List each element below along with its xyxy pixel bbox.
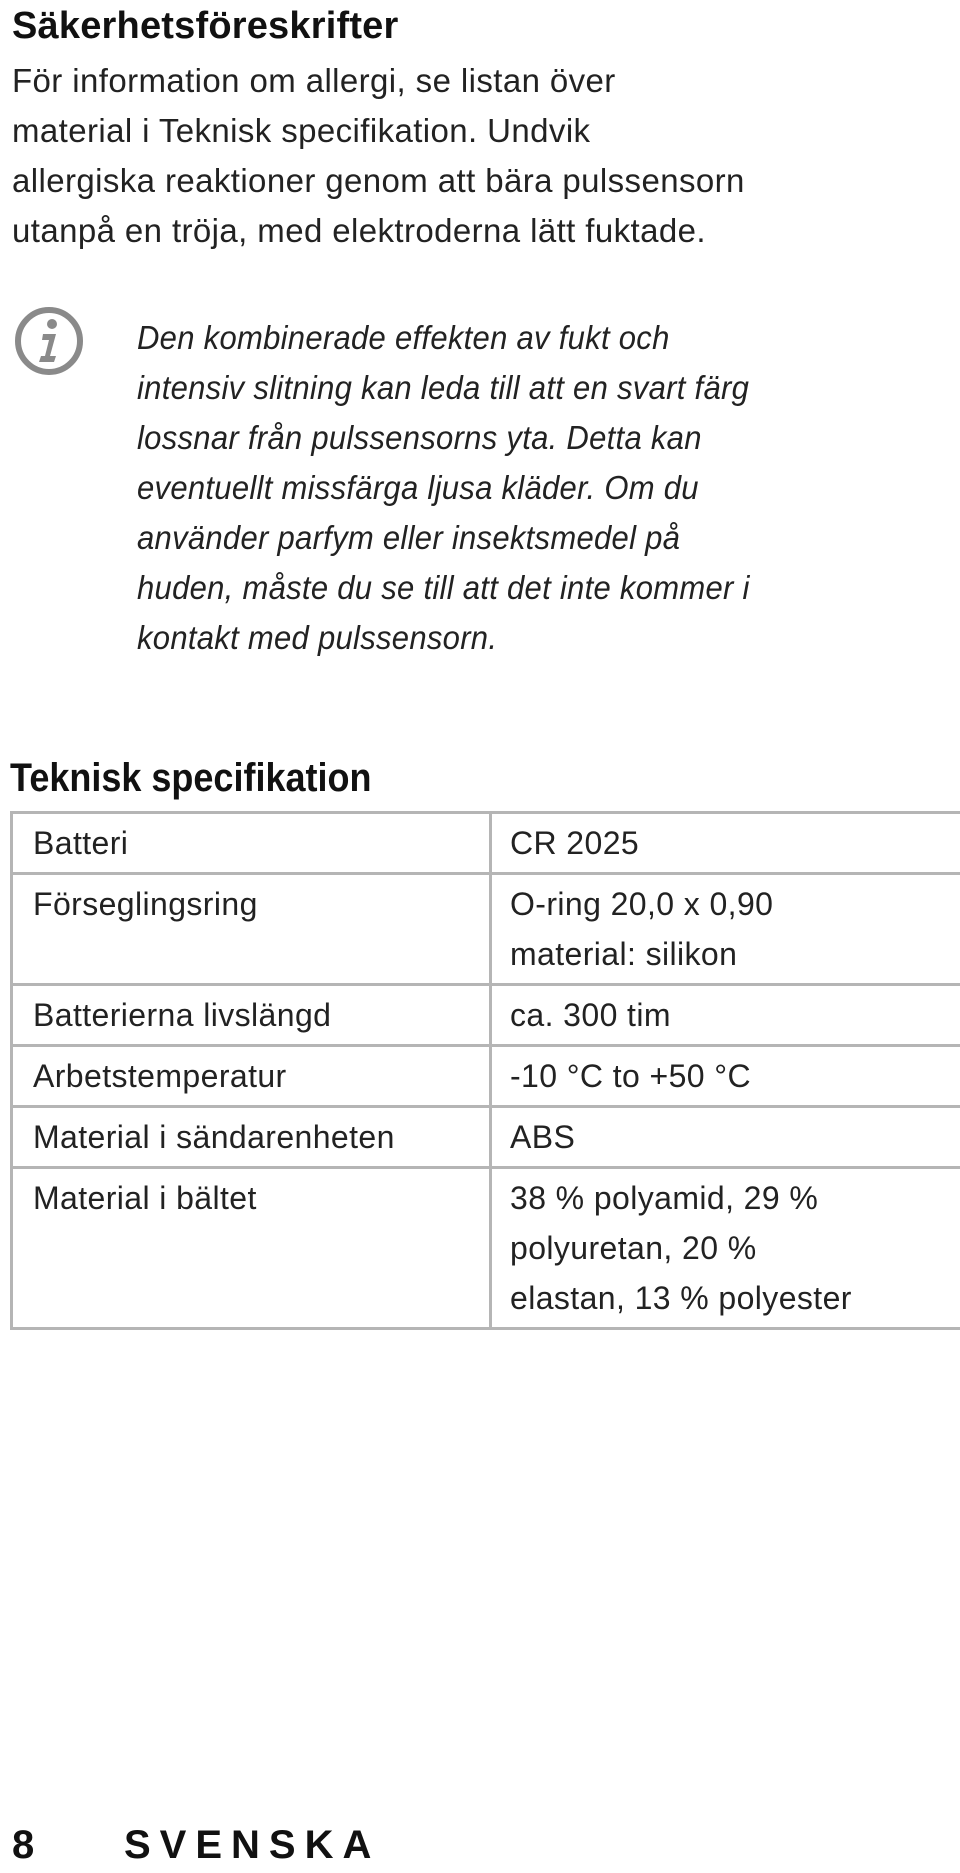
note-line: huden, måste du se till att det inte kommer i <box>137 569 750 606</box>
spec-label: Material i bältet <box>12 1168 491 1329</box>
safety-paragraph <box>12 56 952 256</box>
table-row <box>12 985 960 1046</box>
note-line: kontakt med pulssensorn. <box>137 619 498 656</box>
safety-line: För information om allergi, se listan över <box>12 62 616 99</box>
spec-label: Material i sändarenheten <box>12 1107 491 1168</box>
spec-value <box>491 1168 960 1329</box>
spec-value <box>491 1107 960 1168</box>
table-row <box>12 874 960 985</box>
spec-label: Batteri <box>12 813 491 874</box>
note-line: Den kombinerade effekten av fukt och <box>137 319 670 356</box>
spec-value <box>491 874 960 985</box>
info-note <box>137 313 903 663</box>
spec-value <box>491 813 960 874</box>
table-row <box>12 813 960 874</box>
spec-value-line: material: silikon <box>510 936 738 972</box>
note-line: intensiv slitning kan leda till att en svart färg <box>137 369 750 406</box>
safety-line: allergiska reaktioner genom att bära pulssensorn <box>12 162 745 199</box>
spec-value-line: 38 % polyamid, 29 % <box>510 1180 819 1216</box>
safety-heading: Säkerhetsföreskrifter <box>12 5 399 47</box>
spec-label: Arbetstemperatur <box>12 1046 491 1107</box>
spec-value-line: O-ring 20,0 x 0,90 <box>510 886 774 922</box>
note-line: lossnar från pulssensorns yta. Detta kan <box>137 419 702 456</box>
safety-line: utanpå en tröja, med elektroderna lätt fuktade. <box>12 212 706 249</box>
spec-value-line: ABS <box>510 1119 576 1155</box>
spec-value <box>491 1046 960 1107</box>
page-footer <box>12 1820 380 1870</box>
table-row <box>12 1107 960 1168</box>
spec-table <box>10 811 960 1330</box>
language-label: SVENSKA <box>124 1823 381 1867</box>
note-line: eventuellt missfärga ljusa kläder. Om du <box>137 469 699 506</box>
spec-value <box>491 985 960 1046</box>
note-line: använder parfym eller insektsmedel på <box>137 519 681 556</box>
spec-label: Batterierna livslängd <box>12 985 491 1046</box>
spec-value-line: CR 2025 <box>510 825 640 861</box>
spec-value-line: polyuretan, 20 % <box>510 1230 757 1266</box>
spec-value-line: -10 °C to +50 °C <box>510 1058 751 1094</box>
spec-value-line: ca. 300 tim <box>510 997 671 1033</box>
table-row <box>12 1046 960 1107</box>
info-icon <box>14 306 84 376</box>
spec-value-line: elastan, 13 % polyester <box>510 1280 852 1316</box>
spec-heading: Teknisk specifikation <box>10 756 372 800</box>
spec-label: Förseglingsring <box>12 874 491 985</box>
page-number: 8 <box>12 1823 35 1867</box>
table-row <box>12 1168 960 1329</box>
safety-line: material i Teknisk specifikation. Undvik <box>12 112 591 149</box>
